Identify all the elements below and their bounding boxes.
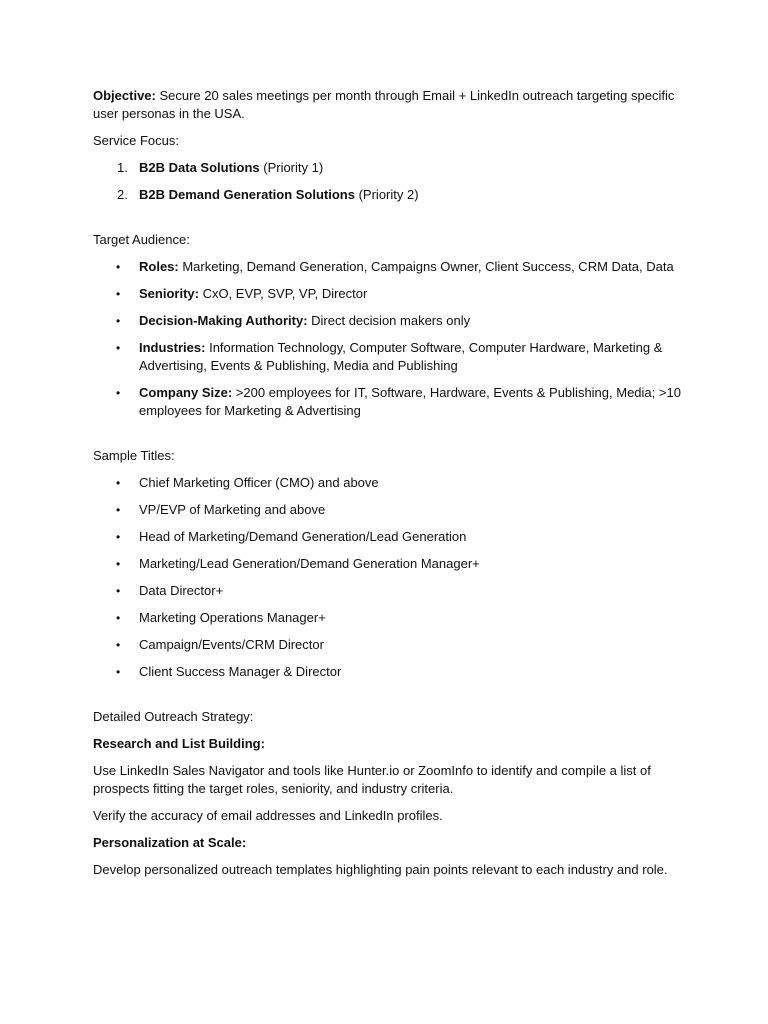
- service-name: B2B Data Solutions: [139, 160, 260, 175]
- audience-label: Industries:: [139, 340, 206, 355]
- bullet-icon: •: [116, 476, 121, 490]
- bullet-icon: •: [116, 665, 121, 679]
- bullet-icon: •: [116, 287, 121, 301]
- title-text: Marketing Operations Manager+: [139, 610, 326, 625]
- verify-paragraph: Verify the accuracy of email addresses and LinkedIn profiles.: [93, 808, 443, 823]
- audience-value: >200 employees for IT, Software, Hardware, Events & Publishing, Media; >10 employees for Marketing & Advertising: [139, 385, 681, 418]
- list-item: [116, 384, 683, 420]
- bullet-icon: •: [116, 503, 121, 517]
- objective-text: Secure 20 sales meetings per month through Email + LinkedIn outreach targeting specific user personas in the USA.: [93, 88, 675, 121]
- service-focus-heading: Service Focus:: [93, 133, 179, 148]
- spacer: [93, 213, 683, 231]
- list-item: [117, 186, 683, 204]
- spacer: [93, 690, 683, 708]
- list-item: [116, 258, 683, 276]
- list-item: [116, 663, 683, 681]
- list-item: [116, 312, 683, 330]
- audience-value: Marketing, Demand Generation, Campaigns Owner, Client Success, CRM Data, Data: [178, 259, 674, 274]
- service-name: B2B Demand Generation Solutions: [139, 187, 355, 202]
- title-text: Data Director+: [139, 583, 224, 598]
- audience-value: Information Technology, Computer Software, Computer Hardware, Marketing & Advertising, Events & Publishing, Media and Publishing: [139, 340, 663, 373]
- strategy-heading: Detailed Outreach Strategy:: [93, 709, 254, 724]
- list-item: [116, 582, 683, 600]
- service-priority: (Priority 2): [354, 187, 419, 202]
- title-text: Head of Marketing/Demand Generation/Lead Generation: [139, 529, 467, 544]
- service-focus-list: [93, 159, 683, 204]
- audience-value: CxO, EVP, SVP, VP, Director: [198, 286, 368, 301]
- research-heading: [93, 735, 683, 753]
- list-item: [117, 159, 683, 177]
- target-audience-list: [93, 258, 683, 420]
- research-paragraph: Use LinkedIn Sales Navigator and tools like Hunter.io or ZoomInfo to identify and compile a list of prospects fitting the target roles, seniority, and industry criteria.: [93, 763, 651, 796]
- document-page: [93, 87, 683, 888]
- sample-titles-heading: Sample Titles:: [93, 448, 175, 463]
- list-number: 1.: [117, 160, 128, 175]
- list-item: [116, 609, 683, 627]
- bullet-icon: •: [116, 638, 121, 652]
- list-item: [116, 474, 683, 492]
- research-heading-text: Research and List Building:: [93, 736, 265, 751]
- list-item: [116, 285, 683, 303]
- bullet-icon: •: [116, 341, 121, 355]
- objective-paragraph: [93, 87, 683, 123]
- bullet-icon: •: [116, 260, 121, 274]
- bullet-icon: •: [116, 611, 121, 625]
- audience-label: Decision-Making Authority:: [139, 313, 308, 328]
- audience-label: Seniority:: [139, 286, 199, 301]
- list-item: [116, 555, 683, 573]
- title-text: Campaign/Events/CRM Director: [139, 637, 324, 652]
- list-item: [116, 636, 683, 654]
- title-text: VP/EVP of Marketing and above: [139, 502, 326, 517]
- list-number: 2.: [117, 187, 128, 202]
- bullet-icon: •: [116, 386, 121, 400]
- bullet-icon: •: [116, 314, 121, 328]
- bullet-icon: •: [116, 584, 121, 598]
- list-item: [116, 339, 683, 375]
- sample-titles-list: [93, 474, 683, 681]
- title-text: Chief Marketing Officer (CMO) and above: [139, 475, 379, 490]
- service-priority: (Priority 1): [259, 160, 324, 175]
- target-audience-heading: Target Audience:: [93, 232, 190, 247]
- list-item: [116, 528, 683, 546]
- bullet-icon: •: [116, 530, 121, 544]
- audience-value: Direct decision makers only: [307, 313, 471, 328]
- title-text: Marketing/Lead Generation/Demand Generation Manager+: [139, 556, 480, 571]
- personalization-heading: [93, 834, 683, 852]
- spacer: [93, 429, 683, 447]
- audience-label: Roles:: [139, 259, 179, 274]
- bullet-icon: •: [116, 557, 121, 571]
- personalization-heading-text: Personalization at Scale:: [93, 835, 247, 850]
- audience-label: Company Size:: [139, 385, 233, 400]
- objective-label: Objective:: [93, 88, 156, 103]
- title-text: Client Success Manager & Director: [139, 664, 342, 679]
- list-item: [116, 501, 683, 519]
- personalization-paragraph: Develop personalized outreach templates highlighting pain points relevant to each industry and role.: [93, 862, 668, 877]
